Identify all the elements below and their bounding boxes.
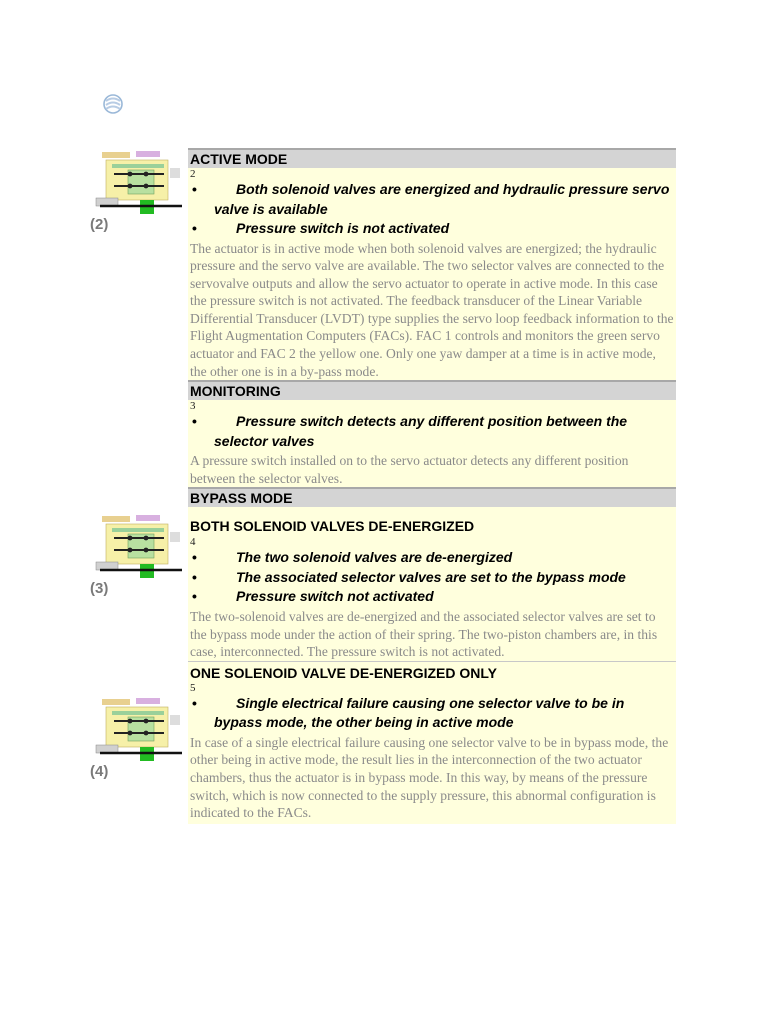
bullet-item: • The associated selector valves are set to the bypass mode	[190, 568, 674, 588]
bullet-icon: •	[192, 181, 197, 197]
section-subheader: BOTH SOLENOID VALVES DE-ENERGIZED	[190, 518, 475, 535]
bullet-icon: •	[192, 413, 197, 430]
servo-actuator-schematic-image	[90, 695, 182, 761]
bullet-icon: •	[192, 588, 197, 605]
bullet-icon: •	[192, 694, 197, 711]
section-monitoring	[188, 380, 676, 487]
section-active-mode	[188, 148, 676, 380]
servo-actuator-schematic-image	[90, 148, 182, 214]
section-number: 2	[190, 168, 196, 180]
bullet-icon: •	[192, 549, 197, 566]
section-paragraph: A pressure switch installed on to the servo actuator detects any different position between the selector valves.	[190, 453, 629, 486]
section-number: 5	[190, 681, 196, 694]
section-header: ONE SOLENOID VALVE DE-ENERGIZED ONLY	[188, 661, 676, 682]
section-bypass-mode	[188, 487, 676, 660]
schematic-figure-3	[90, 512, 188, 597]
bullet-icon: •	[192, 568, 197, 585]
section-paragraph: In case of a single electrical failure causing one selector valve to be in bypass mode, the other being in active mode, the result lies in the interconnection of the two actuator chambers, thus the actuator is in bypass mode. In this way, by means of the pressure switch, which is now connected to the supply pressure, this abnormal configuration is indicated to the FACs.	[190, 734, 669, 821]
bullet-item: • The two solenoid valves are de-energized	[190, 548, 674, 568]
bullet-icon: •	[192, 220, 197, 236]
figure-label-3: (3)	[90, 580, 109, 597]
document-content	[188, 148, 676, 824]
section-number: 3	[190, 400, 196, 413]
bullet-item: • Both solenoid valves are energized and hydraulic pressure servo valve is available	[192, 181, 670, 217]
section-header: MONITORING	[188, 380, 676, 400]
logo-icon	[100, 92, 126, 116]
bullet-item: • Pressure switch detects any different position between the selector valves	[192, 413, 628, 449]
servo-actuator-schematic-image	[90, 512, 182, 578]
section-header: BYPASS MODE	[188, 487, 676, 507]
bullet-item: • Pressure switch is not activated	[190, 219, 674, 239]
schematic-figure-4	[90, 695, 188, 780]
bullet-item: • Pressure switch not activated	[190, 587, 674, 607]
figure-label-2: (2)	[90, 216, 109, 233]
section-header: ACTIVE MODE	[188, 148, 676, 168]
section-paragraph: The two-solenoid valves are de-energized and the associated selector valves are set to the bypass mode under the action of their spring. The two-piston chambers are, in this case, interconnected. The pressure switch is not activated.	[190, 608, 658, 660]
figure-label-4: (4)	[90, 763, 109, 780]
section-number: 4	[190, 536, 196, 549]
section-paragraph: The actuator is in active mode when both solenoid valves are energized; the hydraulic pressure and the servo valve are available. The two selector valves are connected to the servovalve outputs and allow the servo actuator to operate in active mode. In this case the pressure switch is not activated. The feedback transducer of the Linear Variable Differential Transducer (LVDT) type supplies the servo loop feedback information to the Flight Augmentation Computers (FACs). FAC 1 controls and monitors the green servo actuator and FAC 2 the yellow one. Only one yaw damper at a time is in active mode, the other one is in a by-pass mode.	[190, 240, 674, 379]
bullet-item: • Single electrical failure causing one selector valve to be in bypass mode, the other being in active mode	[192, 694, 625, 731]
schematic-figure-2	[90, 148, 188, 233]
section-one-solenoid-de-energized	[188, 661, 676, 824]
